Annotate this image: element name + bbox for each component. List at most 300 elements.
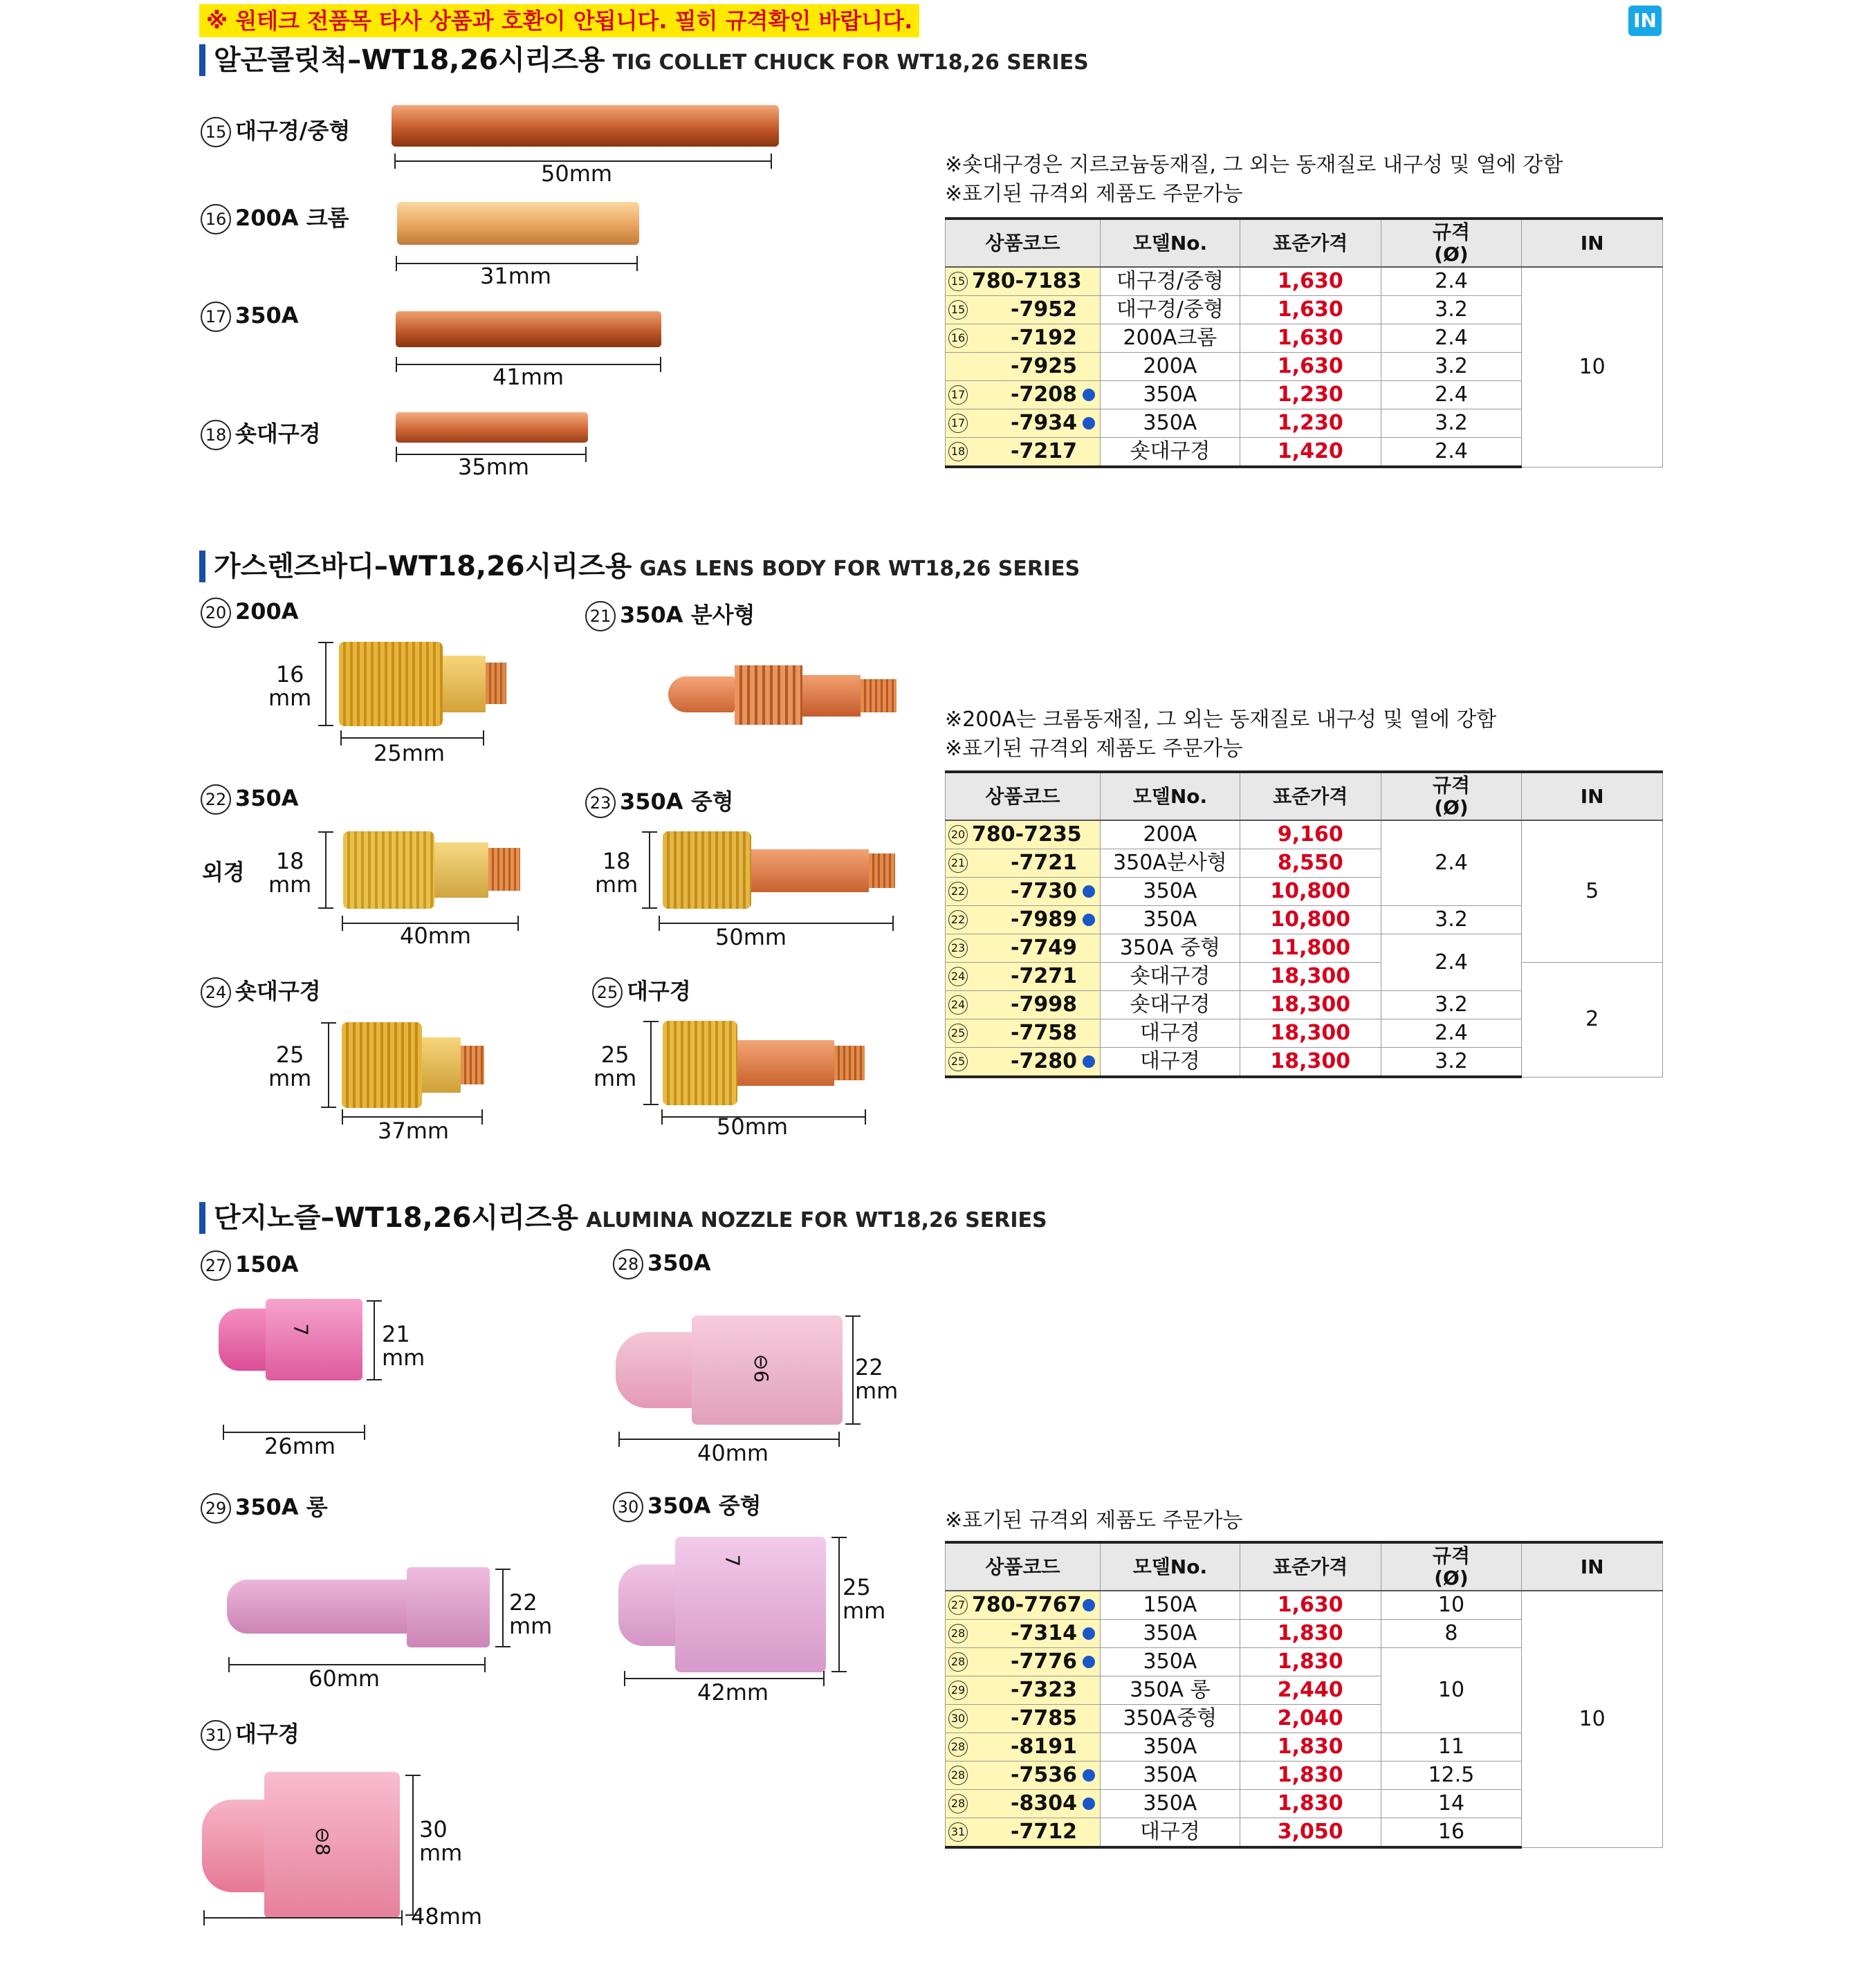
product-code: 780-7183 [972,269,1082,294]
item-number-badge: 20 [201,598,231,628]
spec-cell: 3.2 [1381,906,1522,934]
stock-dot-icon [1083,1055,1095,1068]
dim-line [340,737,484,739]
code-cell [946,963,1101,991]
stock-dot-icon [1083,417,1095,429]
nozzle-item-29-label [201,1490,328,1524]
item-number-badge: 17 [201,302,231,332]
row-number-badge: 17 [948,385,968,405]
nozzle-30-front-image [618,1564,675,1646]
spec-cell: 10 [1381,1648,1522,1733]
code-cell [946,991,1101,1019]
section3-title-en: ALUMINA NOZZLE FOR WT18,26 SERIES [586,1208,1047,1232]
dim-line-vertical [852,1315,854,1425]
nozzle-30-dim: 42mm [697,1679,769,1706]
lens-22-body-image [434,842,488,898]
code-cell [946,906,1101,934]
in-cell: 10 [1522,1591,1663,1847]
nozzle-item-27-label [201,1250,299,1281]
collet-item-18-label [201,416,321,450]
model-cell: 350A 롱 [1100,1676,1240,1705]
price-cell: 3,050 [1240,1818,1381,1848]
stock-dot-icon [1083,1627,1095,1640]
model-cell: 숏대구경 [1100,991,1240,1019]
nozzle-31-front-image [202,1800,264,1892]
collet-table-body [946,267,1663,467]
lens-23-tip-image [869,853,895,888]
lens-25-height [594,1043,636,1090]
spacer [1083,999,1095,1011]
header-model: 모델No. [1100,219,1240,267]
lens-20-body-image [443,656,486,712]
spacer [1083,1826,1095,1838]
spec-cell: 3.2 [1381,409,1522,438]
product-code: -7721 [1011,851,1077,876]
lens-21-tip-image [861,679,896,712]
row-number-badge: 20 [948,825,968,844]
price-cell: 8,550 [1240,849,1381,878]
nozzle-31-dim: 48mm [411,1903,483,1930]
section1-title [199,44,1089,76]
model-cell: 대구경 [1100,1019,1240,1048]
dim-line [203,1917,403,1919]
code-cell [946,438,1101,468]
model-cell: 대구경/중형 [1100,267,1240,296]
item-label-text: 350A [235,785,299,811]
row-number-badge: 16 [948,329,968,348]
price-cell: 1,630 [1240,267,1381,296]
code-cell [946,849,1101,878]
nozzle-29-dim: 60mm [309,1665,380,1692]
row-number-badge: 18 [948,442,968,461]
nozzle-item-28-label [613,1249,711,1279]
product-code: -7323 [1011,1678,1077,1703]
spacer [1083,445,1095,458]
height-unit: mm [419,1840,463,1866]
dim-line-vertical [328,1022,329,1108]
item-label-text: 150A [235,1251,299,1277]
row-number-badge: 29 [948,1681,968,1700]
section1-title-en: TIG COLLET CHUCK FOR WT18,26 SERIES [612,50,1089,75]
row-number-badge: 28 [948,1794,968,1813]
product-code: -7776 [1011,1649,1077,1674]
code-cell [946,1818,1101,1848]
lens-23-dim: 50mm [715,924,787,950]
nozzle-28-height [855,1356,898,1403]
height-value: 22 [855,1354,883,1380]
row-number-badge: 24 [948,995,968,1015]
lens-table-body [946,820,1663,1077]
row-number-badge: 28 [948,1652,968,1672]
row-number-badge [948,357,968,376]
spacer [1083,970,1095,983]
model-cell: 200A크롬 [1100,324,1240,353]
price-cell: 11,800 [1240,934,1381,963]
header-price: 표준가격 [1240,1542,1381,1591]
outer-diameter-label: 외경 [202,859,245,885]
spacer [1083,942,1095,954]
dim-line-vertical [325,831,327,909]
collet-15-image [392,105,779,147]
nozzle-27-front-image [219,1309,266,1371]
header-in: IN [1522,772,1663,820]
price-cell: 1,830 [1240,1790,1381,1818]
model-cell: 대구경/중형 [1100,296,1240,324]
spec-cell: 16 [1381,1818,1522,1848]
nozzle-spec-table [945,1541,1663,1849]
collet-16-dim: 31mm [480,263,552,289]
dim-line-vertical [838,1537,840,1672]
nozzle-28-mark: ⊖6 [750,1353,773,1383]
spec-cell: 2.4 [1381,381,1522,409]
product-code: -7712 [1011,1820,1077,1845]
product-code: 780-7767 [972,1593,1082,1618]
code-cell [946,267,1101,296]
code-cell [946,1591,1101,1620]
lens-24-height [268,1043,311,1090]
item-label-text: 숏대구경 [235,978,321,1004]
header-code: 상품코드 [946,219,1101,267]
model-cell: 350A분사형 [1100,849,1240,878]
spec-cell: 12.5 [1381,1762,1522,1790]
product-code: -7314 [1011,1621,1077,1646]
lens-25-tip-image [834,1046,865,1080]
spec-cell: 2.4 [1381,934,1522,991]
lens-23-height [595,849,638,896]
model-cell: 350A중형 [1100,1705,1240,1733]
table-row [946,963,1663,991]
height-value: 18 [602,848,631,874]
spacer [1083,275,1095,288]
height-value: 25 [843,1574,871,1600]
price-cell: 1,630 [1240,296,1381,324]
nozzle-27-mark: 7 [289,1323,313,1336]
collet-18-dim: 35mm [458,454,530,480]
price-cell: 9,160 [1240,820,1381,849]
lens-item-25-label [592,974,691,1008]
lens-22-dim: 40mm [400,923,472,949]
product-code: 780-7235 [972,822,1082,847]
model-cell: 350A [1100,878,1240,906]
table-row [946,820,1663,849]
collet-18-image [396,412,588,443]
product-code: -7749 [1011,936,1077,961]
collet-15-dim: 50mm [541,160,613,187]
lens-20-height [268,663,311,710]
height-unit: mm [595,871,638,898]
code-cell [946,820,1101,849]
lens-item-24-label [201,974,321,1008]
code-cell [946,353,1101,381]
price-cell: 1,420 [1240,438,1381,468]
section3-note-1: ※표기된 규격외 제품도 주문가능 [945,1508,1243,1533]
nozzle-27-body-image [266,1299,362,1380]
lens-24-tip-image [461,1046,484,1084]
lens-spec-table [945,770,1663,1078]
item-label-text: 350A 롱 [235,1494,328,1520]
spacer [1083,1712,1095,1725]
price-cell: 2,040 [1240,1705,1381,1733]
header-spec: 규격 (Ø) [1381,219,1522,267]
lens-item-22-label [201,784,299,815]
nozzle-29-height [509,1591,552,1638]
nozzle-29-front-image [227,1580,407,1634]
code-cell [946,934,1101,963]
height-value: 18 [275,848,304,874]
header-code: 상품코드 [946,1542,1101,1591]
spec-cell: 2.4 [1381,820,1522,906]
section2-note-2: ※표기된 규격외 제품도 주문가능 [945,737,1243,761]
lens-item-20-label [201,598,299,628]
spec-cell: 2.4 [1381,267,1522,296]
stock-dot-icon [1083,1599,1095,1611]
product-code: -7989 [1011,907,1077,932]
spec-cell: 11 [1381,1733,1522,1762]
section2-title-ko: 가스렌즈바디–WT18,26시리즈용 [214,551,632,582]
model-cell: 350A 중형 [1100,934,1240,963]
lens-25-body-image [737,1040,834,1086]
header-in: IN [1522,1542,1663,1591]
row-number-badge: 25 [948,1052,968,1071]
compatibility-notice: ※ 원테크 전품목 타사 상품과 호환이 안됩니다. 필히 규격확인 바랍니다. [199,4,919,37]
lens-22-tip-image [488,848,520,891]
price-cell: 1,830 [1240,1648,1381,1676]
price-cell: 18,300 [1240,1019,1381,1048]
nozzle-27-dim: 26mm [264,1433,336,1459]
row-number-badge: 21 [948,853,968,873]
item-label-text: 350A 중형 [620,788,734,815]
lens-25-thread-image [663,1021,737,1105]
spec-cell: 2.4 [1381,324,1522,353]
header-model: 모델No. [1100,1542,1240,1591]
price-cell: 1,830 [1240,1762,1381,1790]
header-code: 상품코드 [946,772,1101,820]
header-in: IN [1522,219,1663,267]
price-cell: 1,630 [1240,324,1381,353]
price-cell: 1,230 [1240,381,1381,409]
product-code: -7934 [1011,411,1077,436]
code-cell [946,1648,1101,1676]
item-label-text: 대구경 [627,978,691,1004]
spacer [1083,829,1095,841]
product-code: -7536 [1011,1763,1077,1788]
item-label-text: 대구경 [235,1721,300,1747]
stock-dot-icon [1083,914,1095,926]
height-value: 30 [419,1816,448,1842]
product-code: -7271 [1011,964,1077,989]
nozzle-31-height [419,1818,462,1865]
model-cell: 350A [1100,409,1240,438]
item-number-badge: 30 [613,1492,643,1522]
model-cell: 350A [1100,1762,1240,1790]
row-number-badge: 25 [948,1024,968,1043]
height-unit: mm [594,1065,637,1091]
row-number-badge: 15 [948,272,968,291]
product-code: -8304 [1011,1791,1077,1816]
spacer [1083,1741,1095,1753]
item-number-badge: 15 [201,117,231,147]
dim-line-vertical [412,1775,414,1916]
collet-item-17-label [201,302,299,332]
price-cell: 10,800 [1240,906,1381,934]
price-cell: 1,630 [1240,1591,1381,1620]
section1-title-ko: 알곤콜릿척–WT18,26시리즈용 [214,44,605,76]
lens-20-tip-image [486,663,506,704]
model-cell: 350A [1100,1733,1240,1762]
height-unit: mm [382,1344,425,1371]
nozzle-29-body-image [407,1567,490,1647]
height-value: 25 [600,1042,629,1068]
item-number-badge: 22 [201,784,231,815]
spacer [1083,304,1095,316]
model-cell: 350A [1100,1790,1240,1818]
lens-22-height [268,849,311,896]
row-number-badge: 24 [948,967,968,986]
lens-20-dim: 25mm [374,740,445,766]
in-cell: 2 [1522,963,1663,1078]
section3-title-ko: 단지노즐–WT18,26시리즈용 [214,1202,579,1234]
section1-note-1: ※숏대구경은 지르코늄동재질, 그 외는 동재질로 내구성 및 열에 강함 [945,153,1563,177]
lens-20-thread-image [339,642,443,726]
nozzle-item-31-label [201,1717,300,1750]
section2-note-1: ※200A는 크롬동재질, 그 외는 동재질로 내구성 및 열에 강함 [945,708,1497,732]
spacer [1083,332,1095,344]
model-cell: 200A [1100,820,1240,849]
code-cell [946,1762,1101,1790]
row-number-badge: 22 [948,882,968,901]
price-cell: 2,440 [1240,1676,1381,1705]
lens-item-21-label [585,598,755,631]
dim-line-vertical [502,1569,504,1647]
stock-dot-icon [1083,885,1095,898]
product-code: -7998 [1011,992,1077,1017]
code-cell [946,878,1101,906]
nozzle-27-height [382,1322,425,1369]
item-label-text: 350A 분사형 [620,602,755,628]
row-number-badge: 28 [948,1737,968,1757]
stock-dot-icon [1083,389,1095,401]
nozzle-28-dim: 40mm [697,1440,769,1466]
model-cell: 숏대구경 [1100,438,1240,468]
price-cell: 18,300 [1240,991,1381,1019]
lens-24-body-image [422,1037,461,1093]
table-row [946,267,1663,296]
row-number-badge: 30 [948,1709,968,1728]
nozzle-30-mark: 7 [721,1554,744,1567]
code-cell [946,1705,1101,1733]
code-cell [946,1676,1101,1705]
spec-cell: 2.4 [1381,438,1522,468]
code-cell [946,1790,1101,1818]
product-code: -7785 [1011,1706,1077,1731]
item-number-badge: 16 [201,204,231,234]
height-unit: mm [268,1065,312,1091]
price-cell: 1,630 [1240,353,1381,381]
height-value: 25 [275,1042,304,1068]
lens-22-thread-image [343,831,434,909]
in-cell: 5 [1522,820,1663,963]
lens-23-body-image [751,849,869,892]
spec-cell: 2.4 [1381,1019,1522,1048]
product-code: -7208 [1011,382,1077,407]
item-label-text: 200A 크롬 [235,205,349,231]
spec-cell: 10 [1381,1591,1522,1620]
row-number-badge: 31 [948,1822,968,1842]
spec-cell: 3.2 [1381,991,1522,1019]
nozzle-item-30-label [613,1488,762,1522]
lens-23-thread-image [663,831,751,909]
item-number-badge: 31 [201,1720,231,1750]
code-cell [946,409,1101,438]
spacer [1083,1684,1095,1697]
header-spec: 규격 (Ø) [1381,1542,1522,1591]
section2-title [199,551,1080,582]
code-cell [946,1048,1101,1078]
collet-17-image [396,311,661,347]
height-unit: mm [509,1613,553,1639]
product-code: -7280 [1011,1049,1077,1074]
product-code: -7730 [1011,879,1077,904]
nozzle-28-front-image [616,1332,692,1408]
height-unit: mm [855,1378,899,1404]
spec-cell: 8 [1381,1620,1522,1648]
nozzle-31-mark: ⊖8 [311,1827,335,1856]
stock-dot-icon [1083,1769,1095,1782]
product-code: -7217 [1011,439,1077,464]
dim-line-vertical [649,831,650,909]
item-number-badge: 21 [585,601,616,631]
spec-cell: 3.2 [1381,1048,1522,1078]
spacer [1083,857,1095,869]
item-label-text: 숏대구경 [235,420,321,447]
model-cell: 숏대구경 [1100,963,1240,991]
item-label-text: 350A [235,302,299,329]
height-value: 22 [509,1589,537,1616]
price-cell: 1,830 [1240,1620,1381,1648]
collet-item-16-label [201,201,349,234]
section1-note-2: ※표기된 규격외 제품도 주문가능 [945,182,1243,206]
row-number-badge: 17 [948,414,968,433]
model-cell: 350A [1100,1620,1240,1648]
row-number-badge: 22 [948,910,968,930]
height-unit: mm [843,1598,886,1624]
lens-21-body-image [802,675,861,717]
row-number-badge: 15 [948,300,968,320]
lens-21-nose-image [668,676,735,712]
header-model: 모델No. [1100,772,1240,820]
model-cell: 대구경 [1100,1048,1240,1078]
item-number-badge: 24 [201,977,231,1008]
row-number-badge: 28 [948,1624,968,1643]
spacer [1083,360,1095,373]
item-number-badge: 18 [201,420,231,450]
price-cell: 10,800 [1240,878,1381,906]
item-number-badge: 29 [201,1493,231,1524]
collet-17-dim: 41mm [493,364,564,390]
item-number-badge: 28 [613,1249,643,1279]
lens-24-thread-image [342,1022,422,1108]
lens-24-dim: 37mm [378,1118,450,1144]
price-cell: 1,830 [1240,1733,1381,1762]
item-label-text: 대구경/중형 [235,118,351,144]
table-row [946,1591,1663,1620]
model-cell: 200A [1100,353,1240,381]
lens-item-23-label [585,784,734,818]
height-unit: mm [268,685,312,711]
item-label-text: 350A [647,1250,711,1276]
spec-cell: 3.2 [1381,353,1522,381]
model-cell: 350A [1100,1648,1240,1676]
